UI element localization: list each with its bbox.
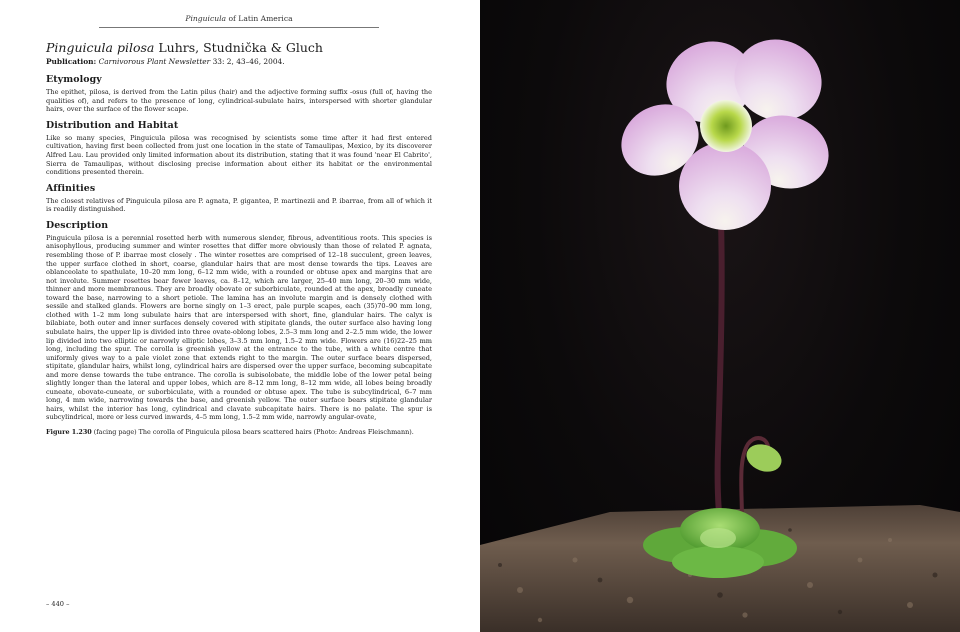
heading-distribution: Distribution and Habitat <box>46 119 179 131</box>
publication-line: Publication: Carnivorous Plant Newsletter 33: 2, 43–46, 2004. <box>46 57 285 66</box>
etymology-text: The epithet, pilosa, is derived from the Latin pilus (hair) and the adjective forming suffix -osus (full of, having the qualities of), and refers to the presence of long, cylindrical-subulate hairs, interspersed with shorter glandular hairs, over the surface of the flower scape. <box>46 88 432 114</box>
running-head: Pinguicula of Latin America <box>99 14 379 28</box>
page-number: – 440 – <box>46 600 70 608</box>
description-text: Pinguicula pilosa is a perennial rosetted herb with numerous slender, fibrous, adventitious roots. This species is anisophyllous, producing summer and winter rosettes that differ more obviously than those of related P. agnata, resembling those of P. ibarrae most closely . The winter rosettes are comprised of 12–18 succulent, green leaves, the upper surface clothed in short, coarse, glandular hairs that are most dense towards the tips. Leaves are oblanceolate to spathulate, 10–20 mm long, 6–12 mm wide, with a rounded or obtuse apex and margins that are not involute. Summer rosettes bear fewer leaves, ca. 8–12, which are larger, 25–40 mm long, 20–30 mm wide, thinner and more membranous. They are broadly obovate or suborbiculate, rounded at the apex, broadly cuneate toward the base, narrowing to a short petiole. The lamina has an involute margin and is densely clothed with sessile and stalked glands. Flowers are borne singly on 1–3 erect, pale purple scapes, each (35)70–90 mm long, clothed with 1–2 mm long subulate hairs that are interspersed with short, fine, glandular hairs. The calyx is bilabiate, both outer and inner surfaces densely covered with stipitate glands, the outer surface also having long subulate hairs, the upper lip is divided into three ovate-oblong lobes, 2.5–3 mm long and 2–2.5 mm wide, the lower lip divided into two elliptic or narrowly elliptic lobes, 3–3.5 mm long, 1.5–2 mm wide. Flowers are (16)22–25 mm long, including the spur. The corolla is greenish yellow at the entrance to the tube, with a white centre that uniformly gives way to a pale violet zone that extends right to the margin. The outer surface bears dispersed, stipitate, glandular hairs, whilst long, cylindrical hairs are dispersed over the upper surface, becoming subcapitate and more dense towards the tube entrance. The corolla is subisolobate, the middle lobe of the lower petal being slightly longer than the lateral and upper lobes, which are 8–12 mm long, 8–12 mm wide, all lobes being broadly cuneate, obovate-cuneate, or suborbiculate, with a rounded or obtuse apex. The tube is subcylindrical, 6–7 mm long, 4 mm wide, narrowing towards the base, and greenish yellow. The outer surface bears stipitate glandular hairs, whilst the interior has long, cylindrical and clavate subcapitate hairs. There is no palate. The spur is subcylindrical, more or less curved inwards, 4–5 mm long, 1.5–2 mm wide, narrowly angular-ovate, <box>46 233 432 422</box>
species-title: Pinguicula pilosa Luhrs, Studnička & Gluch <box>46 40 323 55</box>
heading-etymology: Etymology <box>46 74 102 85</box>
distribution-text: Like so many species, Pinguicula pilosa was recognised by scientists some time after it had first entered cultivation, having first been collected from just one location in the state of Tamaulipas, Mexico, by its discoverer Alfred Lau. Lau provided only limited information about its distribution, stating that it was found 'near El Cabrito', Sierra de Tamaulipas, without disclosing precise information about either its habitat or the environmental conditions presented therein. <box>46 133 432 177</box>
flower-throat <box>700 100 752 152</box>
pinguicula-pilosa-flower-photo <box>480 0 960 632</box>
flower-scape <box>718 220 722 525</box>
flower-corolla <box>608 27 836 230</box>
photo-page <box>480 0 960 632</box>
figure-caption: Figure 1.230 (facing page) The corolla of Pinguicula pilosa bears scattered hairs (Photo: Andreas Fleischmann). <box>46 427 414 436</box>
affinities-text: The closest relatives of Pinguicula pilosa are P. agnata, P. gigantea, P. martinezii and P. ibarrae, from all of which it is readily distinguished. <box>46 196 432 214</box>
heading-description: Description <box>46 219 109 231</box>
heading-affinities: Affinities <box>46 182 96 194</box>
